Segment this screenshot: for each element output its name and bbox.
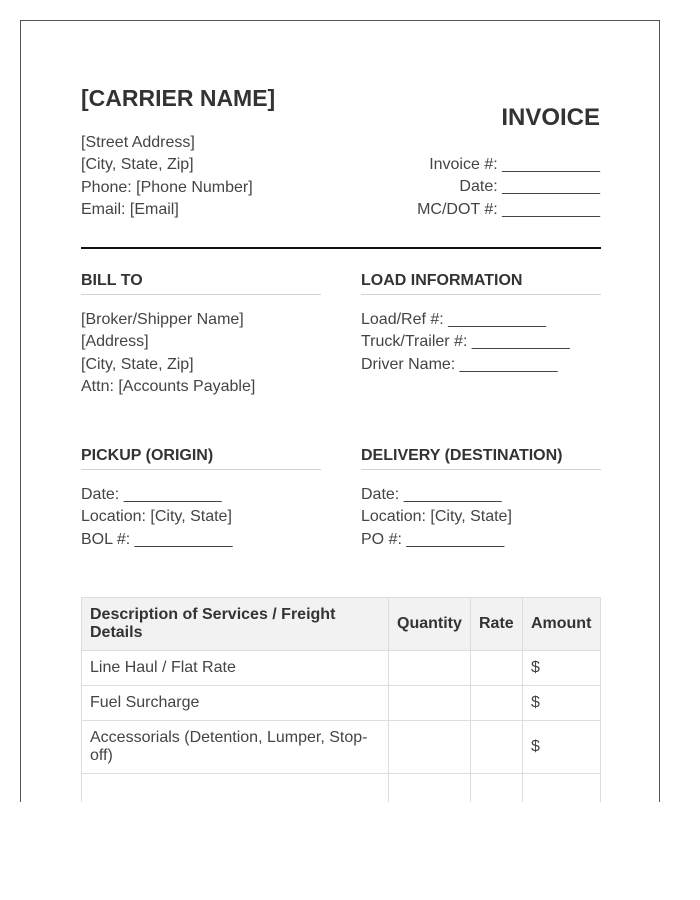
description-cell: Fuel Surcharge	[82, 686, 389, 721]
header-quantity: Quantity	[389, 598, 471, 651]
quantity-cell	[389, 686, 471, 721]
table-row	[82, 651, 601, 686]
invoice-date-field: Date: ___________	[459, 178, 600, 196]
pickup-heading: PICKUP (ORIGIN)	[81, 446, 321, 470]
bill-to-heading: BILL TO	[81, 271, 321, 295]
rate-cell	[470, 651, 522, 686]
table-row	[82, 774, 601, 803]
invoice-title: INVOICE	[501, 104, 600, 131]
delivery-location-field: Location: [City, State]	[361, 508, 512, 526]
delivery-block	[361, 484, 512, 551]
services-table	[81, 597, 601, 802]
quantity-cell	[389, 651, 471, 686]
bill-to-line: Attn: [Accounts Payable]	[81, 378, 256, 396]
table-row	[82, 686, 601, 721]
rate-cell	[470, 721, 522, 774]
po-field: PO #: ___________	[361, 530, 505, 548]
carrier-city: [City, State, Zip]	[81, 156, 194, 174]
pickup-location-field: Location: [City, State]	[81, 508, 232, 526]
header-description: Description of Services / Freight Details	[82, 598, 389, 651]
description-cell: Accessorials (Detention, Lumper, Stop-off)	[82, 721, 389, 774]
truck-trailer-field: Truck/Trailer #: ___________	[361, 333, 570, 351]
carrier-street: [Street Address]	[81, 134, 195, 151]
bill-to-line: [City, State, Zip]	[81, 355, 194, 373]
amount-cell: $	[522, 651, 600, 686]
bill-to-line: [Broker/Shipper Name]	[81, 311, 244, 328]
pickup-block	[81, 484, 233, 551]
load-ref-field: Load/Ref #: ___________	[361, 311, 547, 328]
rate-cell	[470, 774, 522, 803]
carrier-phone: Phone: [Phone Number]	[81, 178, 253, 196]
mc-dot-field: MC/DOT #: ___________	[417, 200, 600, 218]
load-info-block	[361, 309, 570, 376]
delivery-date-field: Date: ___________	[361, 486, 502, 503]
invoice-document	[20, 20, 660, 802]
rate-cell	[470, 686, 522, 721]
bill-to-block	[81, 309, 255, 399]
amount-cell: $	[522, 721, 600, 774]
amount-cell	[522, 774, 600, 803]
table-header-row	[82, 598, 601, 651]
header-divider	[81, 247, 601, 249]
carrier-email: Email: [Email]	[81, 200, 179, 218]
table-row	[82, 721, 601, 774]
description-cell	[82, 774, 389, 803]
load-info-heading: LOAD INFORMATION	[361, 271, 601, 295]
description-cell: Line Haul / Flat Rate	[82, 651, 389, 686]
bol-field: BOL #: ___________	[81, 530, 233, 548]
header-rate: Rate	[470, 598, 522, 651]
pickup-date-field: Date: ___________	[81, 486, 222, 503]
quantity-cell	[389, 774, 471, 803]
carrier-address-block	[81, 132, 253, 221]
header-amount: Amount	[522, 598, 600, 651]
invoice-number-field: Invoice #: ___________	[429, 156, 600, 173]
bill-to-line: [Address]	[81, 333, 149, 351]
invoice-meta-block	[417, 154, 600, 221]
driver-name-field: Driver Name: ___________	[361, 355, 558, 373]
quantity-cell	[389, 721, 471, 774]
amount-cell: $	[522, 686, 600, 721]
carrier-name: [CARRIER NAME]	[81, 85, 276, 111]
delivery-heading: DELIVERY (DESTINATION)	[361, 446, 601, 470]
